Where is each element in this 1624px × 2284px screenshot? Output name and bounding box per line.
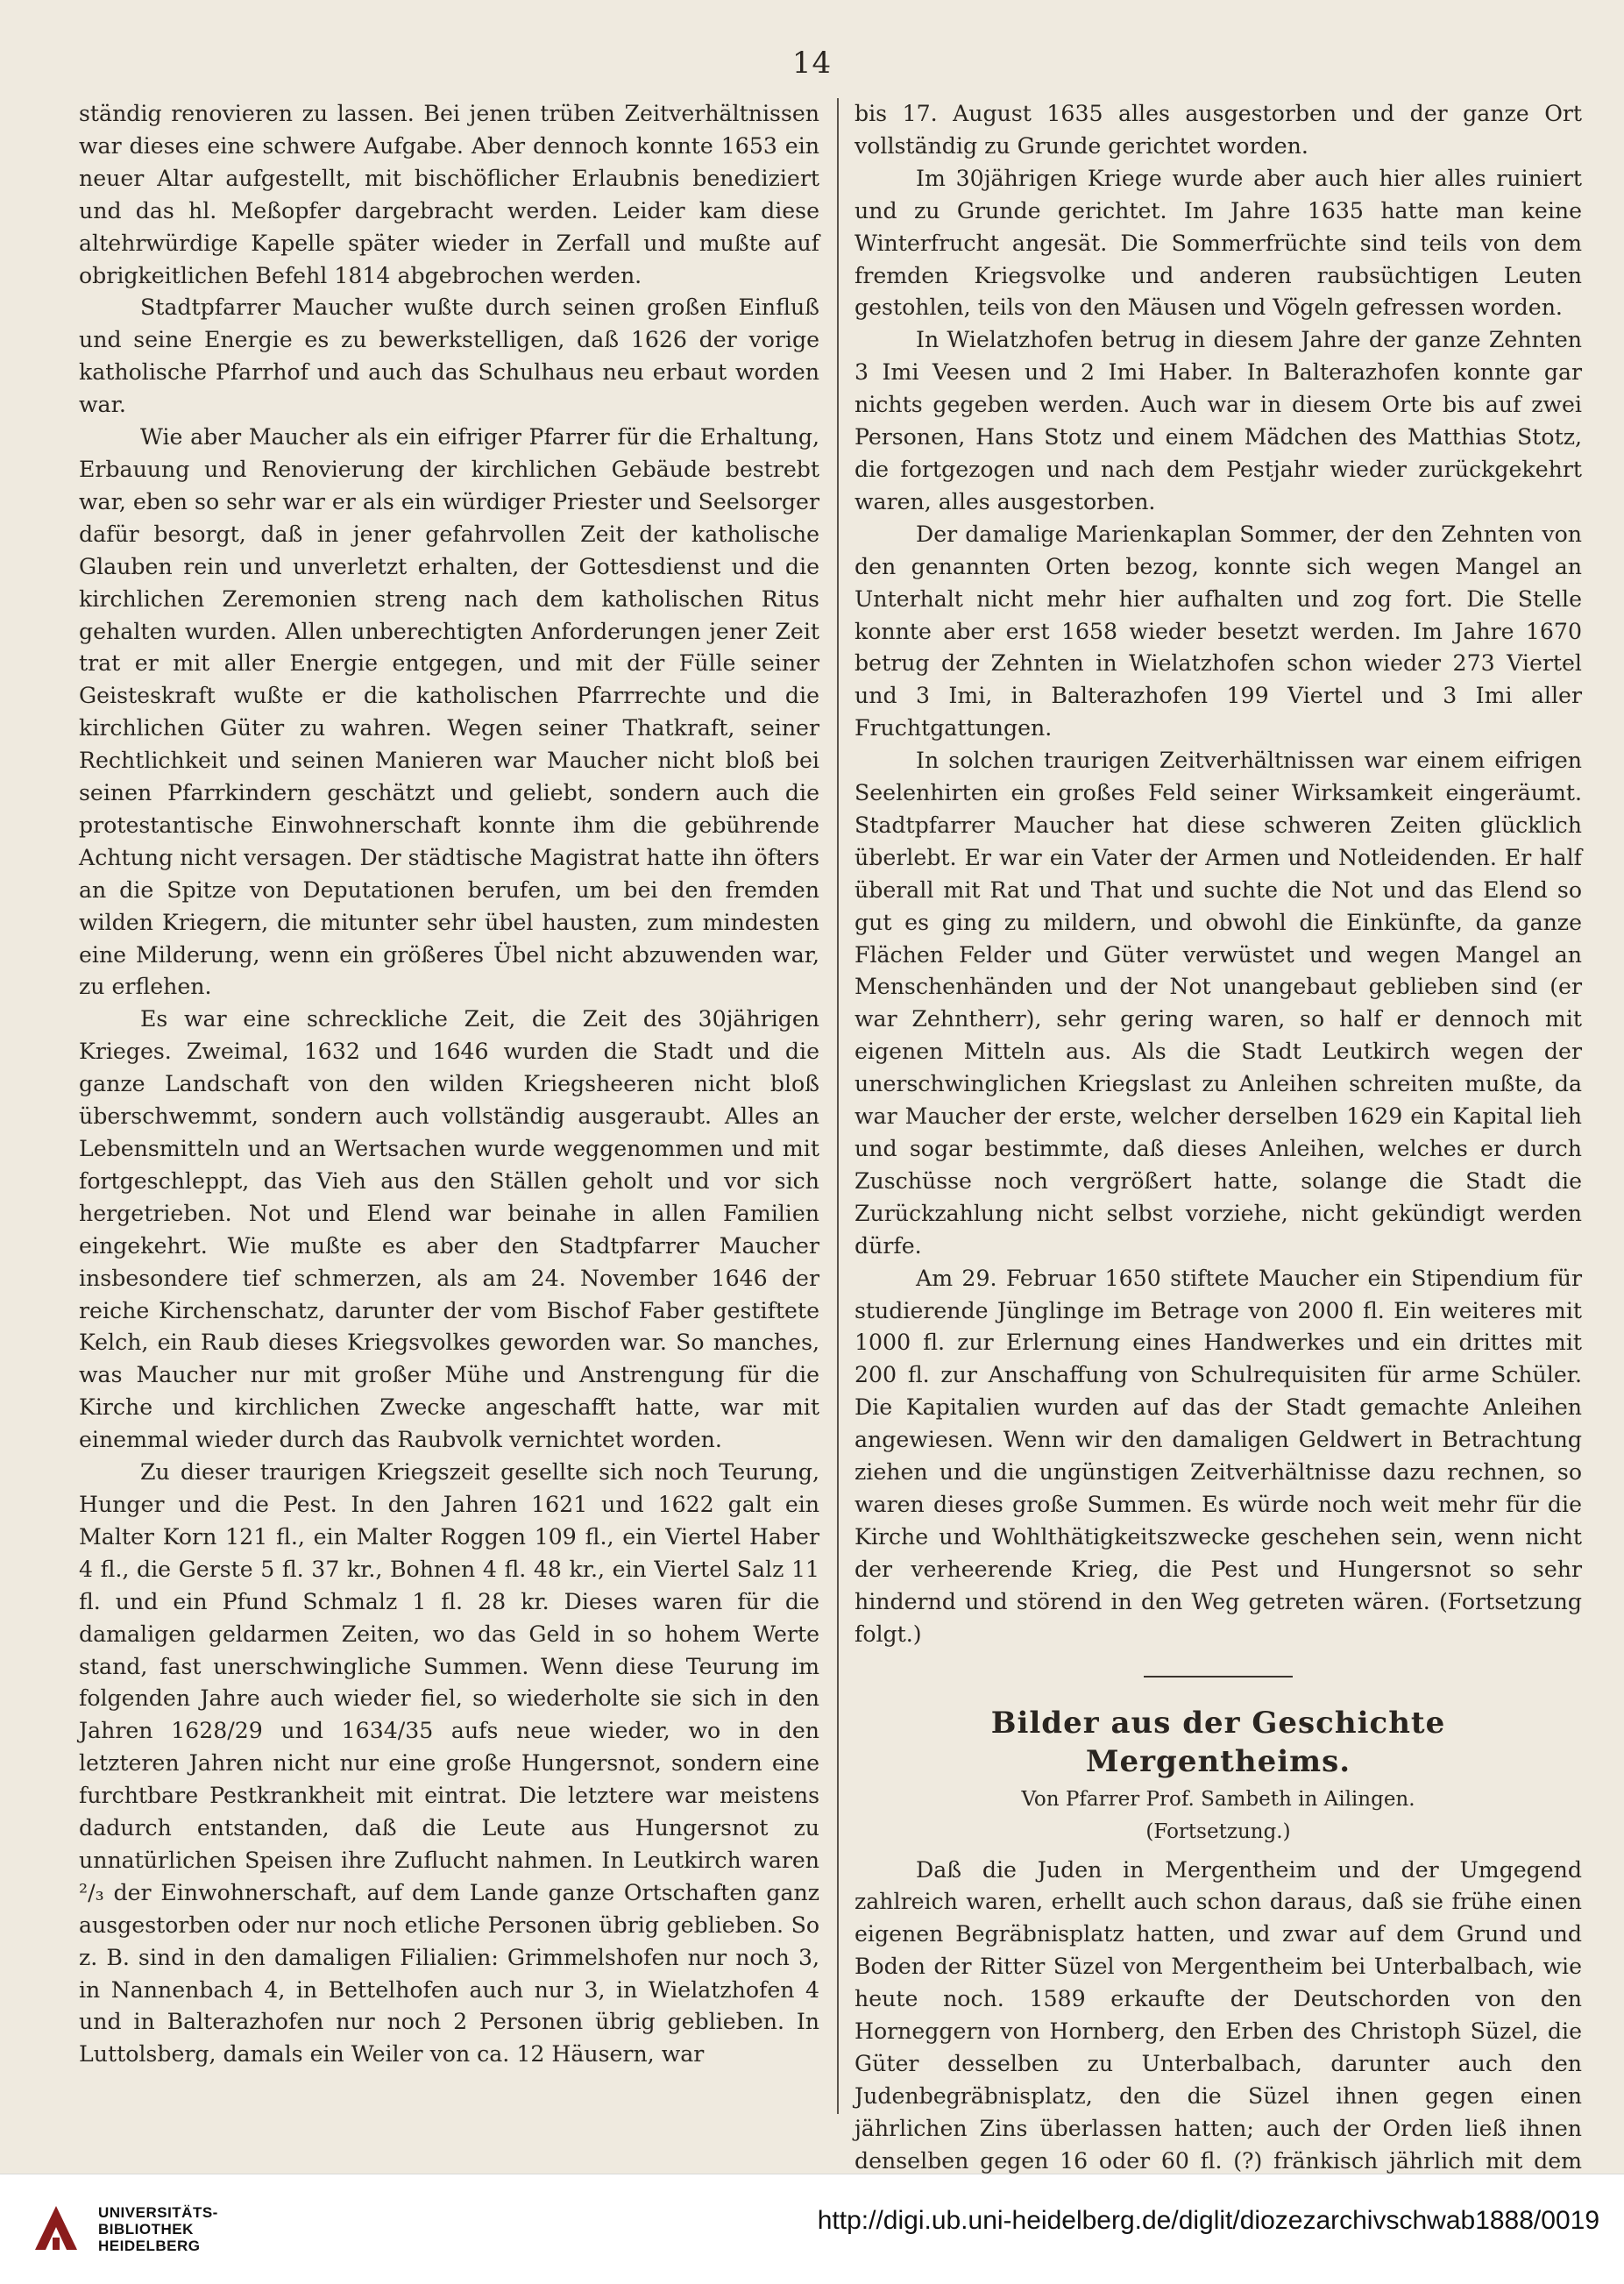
right-column	[855, 98, 1582, 2210]
page-number: 14	[791, 46, 833, 81]
right-paragraph: Der damalige Marienkaplan Sommer, der den Zehnten von den genannten Orten bezog, konnte sich wegen Mangel an Unterhalt nicht mehr hier aufhalten und zog fort. Die Stelle konnte aber erst 1658 wieder besetzt werden. Im Jahre 1670 betrug der Zehnten in Wielatzhofen schon wieder 273 Viertel und 3 Imi, in Balterazhofen 199 Viertel und 3 Imi aller Fruchtgattungen.	[855, 521, 1582, 741]
left-paragraph: Stadtpfarrer Maucher wußte durch seinen großen Einfluß und seine Energie es zu bewerkstelligen, daß 1626 der vorige katholische Pfarrhof und auch das Schulhaus neu erbaut worden war.	[79, 294, 819, 418]
left-column	[79, 98, 819, 2071]
right-paragraph: Am 29. Februar 1650 stiftete Maucher ein Stipendium für studierende Jünglinge im Betrage von 2000 fl. Ein weiteres mit 1000 fl. zur Erlernung eines Handwerkes und ein drittes mit 200 fl. zur Anschaffung von Schulrequisiten für arme Schüler. Die Kapitalien wurden auf das der Stadt gemachte Anleihen angewiesen. Wenn wir den damaligen Geldwert in Betrachtung ziehen und die ungünstigen Zeitverhältnisse dazu rechnen, so waren dieses große Summen. Es würde noch weit mehr für die Kirche und Wohlthätigkeitszwecke geschehen sein, wenn nicht der verheerende Krieg, die Pest und Hungersnot so sehr hindernd und störend in den Weg getreten wären. (Fortsetzung folgt.)	[855, 1265, 1582, 1647]
article-byline: Von Pfarrer Prof. Sambeth in Ailingen.	[1021, 1787, 1415, 1811]
left-paragraph: Es war eine schreckliche Zeit, die Zeit des 30jährigen Krieges. Zweimal, 1632 und 1646 wurden die Stadt und die ganze Landschaft von den wilden Kriegsheeren nicht bloß überschwemmt, sondern auch vollständig ausgeraubt. Alles an Lebensmitteln und an Wertsachen wurde weggenommen und mit fortgeschleppt, das Vieh aus den Ställen geholt und vor sich hergetrieben. Not und Elend war beinahe in allen Familien eingekehrt. Wie mußte es aber den Stadtpfarrer Maucher insbesondere tief schmerzen, als am 24. November 1646 der reiche Kirchenschatz, darunter der vom Bischof Faber gestiftete Kelch, ein Raub dieses Kriegsvolkes geworden war. So manches, was Maucher nur mit großer Mühe und Anstrengung für die Kirche und kirchlichen Zwecke angeschafft hatte, war mit einemmal wieder durch das Raubvolk vernichtet worden.	[79, 1006, 819, 1453]
logo-line: HEIDELBERG	[98, 2238, 201, 2254]
article-continued-note: (Fortsetzung.)	[1145, 1819, 1291, 1843]
right-paragraph: bis 17. August 1635 alles ausgestorben und der ganze Ort vollständig zu Grunde gerichtet worden.	[855, 101, 1582, 159]
article-paragraph: Daß die Juden in Mergentheim und der Umgegend zahlreich waren, erhellt auch schon daraus, daß sie frühe einen eigenen Begräbnisplatz hatten, und zwar auf dem Grund und Boden der Ritter Süzel von Mergentheim bei Unterbalbach, wie heute noch. 1589 erkaufte der Deutschorden von den Horneggern von Hornberg, den Erben des Christoph Süzel, die Güter desselben zu Unterbalbach, darunter auch den Judenbegräbnisplatz, den die Süzel ihnen gegen einen jährlichen Zins überlassen hatten; auch der Orden ließ ihnen denselben gegen 16 oder 60 fl. (?) fränkisch jährlich mit dem	[855, 1856, 1582, 2174]
left-paragraph: Zu dieser traurigen Kriegszeit gesellte sich noch Teurung, Hunger und die Pest. In den Jahren 1621 und 1622 galt ein Malter Korn 121 fl., ein Malter Roggen 109 fl., ein Viertel Haber 4 fl., die Gerste 5 fl. 37 kr., Bohnen 4 fl. 48 kr., ein Viertel Salz 11 fl. und ein Pfund Schmalz 1 fl. 28 kr. Dieses waren für die damaligen geldarmen Zeiten, wo das Geld in so hohem Werte stand, fast unerschwingliche Summen. Wenn diese Teurung im folgenden Jahre auch wieder fiel, so wiederholte sie sich in den Jahren 1628/29 und 1634/35 aufs neue wieder, wo in den letzteren Jahren nicht nur eine große Hungersnot, sondern eine furchtbare Pestkrankheit mit eintrat. Die letztere war meistens dadurch entstanden, daß die Leute aus Hungersnot zu unnatürlichen Speisen ihre Zuflucht nahmen. In Leutkirch waren ²/₃ der Einwohnerschaft, auf dem Lande ganze Ortschaften ganz ausgestorben oder nur noch etliche Personen übrig geblieben. So z. B. sind in den damaligen Filialien: Grimmelshofen nur noch 3, in Nannenbach 4, in Bettelhofen auch nur 3, in Wielatzhofen 4 und in Balterazhofen nur noch 2 Personen übrig geblieben. In Luttolsberg, damals ein Weiler von ca. 12 Häusern, war	[79, 1459, 819, 2068]
viewer-footer	[0, 2174, 1624, 2284]
left-paragraph: Wie aber Maucher als ein eifriger Pfarrer für die Erhaltung, Erbauung und Renovierung der kirchlichen Gebäude bestrebt war, eben so sehr war er als ein würdiger Priester und Seelsorger dafür besorgt, daß in jener gefahrvollen Zeit der katholische Glauben rein und unverletzt erhalten, der Gottesdienst und die kirchlichen Zeremonien streng nach dem katholischen Ritus gehalten wurden. Allen unberechtigten Anforderungen jener Zeit trat er mit aller Energie entgegen, und mit der Fülle seiner Geisteskraft wußte er die katholischen Pfarrrechte und die kirchlichen Güter zu wahren. Wegen seiner Thatkraft, seiner Rechtlichkeit und seinen Manieren war Maucher nicht bloß bei seinen Pfarrkindern geschätzt und geliebt, sondern auch die protestantische Einwohnerschaft konnte ihm die gebührende Achtung nicht versagen. Der städtische Magistrat hatte ihn öfters an die Spitze von Deputationen berufen, um bei den fremden wilden Kriegern, die mitunter sehr übel hausten, zum mindesten eine Milderung, wenn ein größeres Übel nicht abzuwenden war, zu erflehen.	[79, 424, 819, 1000]
article-title: Bilder aus der Geschichte Mergentheims.	[990, 1705, 1446, 1779]
column-divider	[837, 98, 839, 2114]
logo-line: UNIVERSITÄTS-	[98, 2204, 218, 2221]
right-paragraph: In solchen traurigen Zeitverhältnissen war einem eifrigen Seelenhirten ein großes Feld seiner Wirksamkeit eingeräumt. Stadtpfarrer Maucher hat diese schweren Zeiten glücklich überlebt. Er war ein Vater der Armen und Notleidenden. Er half überall mit Rat und That und suchte die Not und das Elend so gut es ging zu mildern, und obwohl die Einkünfte, da ganze Flächen Felder und Güter verwüstet und wegen Mangel an Menschenhänden und der Not unangebaut geblieben sind (er war Zehntherr), sehr gering waren, so half er dennoch mit eigenen Mitteln aus. Als die Stadt Leutkirch wegen der unerschwinglichen Kriegslast zu Anleihen schreiten mußte, da war Maucher der erste, welcher derselben 1629 ein Kapital lieh und sogar bestimmte, daß dieses Anleihen, welches er durch Zuschüsse noch vergrößert hatte, solange die Stadt die Zurückzahlung nicht selbst vorziehe, nicht gekündigt werden dürfe.	[855, 748, 1582, 1259]
permalink-url[interactable]: http://digi.ub.uni-heidelberg.de/diglit/diozezarchivschwab1888/0019	[817, 2206, 1599, 2235]
section-separator	[1144, 1676, 1293, 1678]
logo-text	[98, 2204, 218, 2254]
left-paragraph: ständig renovieren zu lassen. Bei jenen trüben Zeitverhältnissen war dieses eine schwere Aufgabe. Aber dennoch konnte 1653 ein neuer Altar aufgestellt, mit bischöflicher Erlaubnis benediziert und das hl. Meßopfer dargebracht werden. Leider kam diese altehrwürdige Kapelle später wieder in Zerfall und mußte auf obrigkeitlichen Befehl 1814 abgebrochen werden.	[79, 101, 819, 288]
right-paragraph: Im 30jährigen Kriege wurde aber auch hier alles ruiniert und zu Grunde gerichtet. Im Jahre 1635 hatte man keine Winterfrucht angesät. Die Sommerfrüchte sind teils von dem fremden Kriegsvolke und anderen raubsüchtigen Leuten gestohlen, teils von den Mäusen und Vögeln gefressen worden.	[855, 165, 1582, 321]
university-library-logo[interactable]	[18, 2190, 351, 2269]
library-seal-icon	[28, 2201, 84, 2257]
right-paragraph: In Wielatzhofen betrug in diesem Jahre der ganze Zehnten 3 Imi Veesen und 2 Imi Haber. In Balterazhofen konnte gar nichts gegeben werden. Auch war in diesem Orte bis auf zwei Personen, Hans Stotz und einem Mädchen des Matthias Stotz, die fortgezogen und nach dem Pestjahr wieder zurückgekehrt waren, alles ausgestorben.	[855, 327, 1582, 514]
logo-line: BIBLIOTHEK	[98, 2221, 194, 2238]
